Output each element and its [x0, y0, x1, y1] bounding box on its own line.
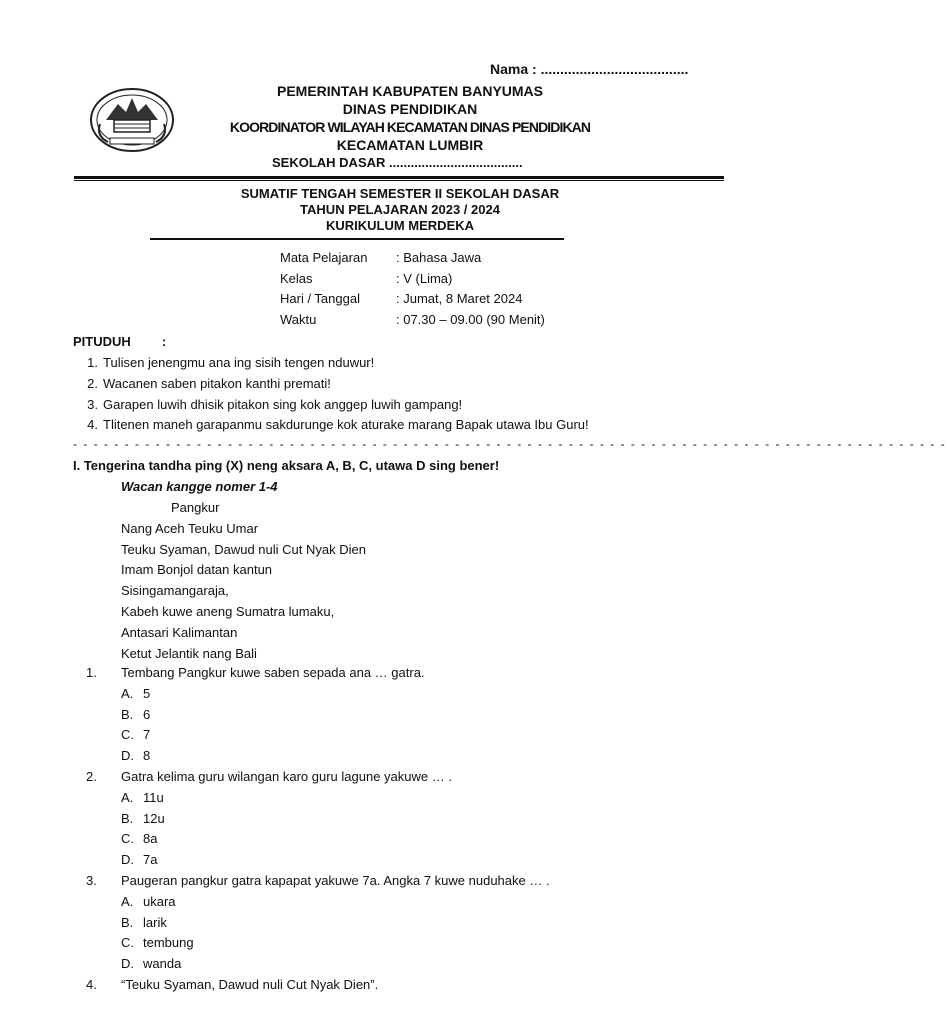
answer-option[interactable] [86, 727, 550, 748]
exam-year: TAHUN PELAJARAN 2023 / 2024 [300, 202, 500, 217]
option-text: 7 [143, 727, 151, 743]
instruction-number: 4. [87, 417, 98, 433]
instructions-colon: : [162, 334, 167, 349]
option-letter: D. [121, 956, 134, 972]
answer-option[interactable] [86, 935, 550, 956]
question-text: Gatra kelima guru wilangan karo guru lagune yakuwe … . [121, 768, 452, 784]
answer-option[interactable] [86, 831, 550, 852]
poem-line: Nang Aceh Teuku Umar [121, 520, 259, 536]
question-text: “Teuku Syaman, Dawud nuli Cut Nyak Dien”. [121, 976, 379, 992]
letterhead-rule-thin [74, 180, 724, 181]
instruction-item [73, 355, 589, 376]
option-text: 7a [143, 852, 158, 868]
question-number: 3. [86, 872, 97, 888]
info-value: : Bahasa Jawa [396, 250, 482, 265]
info-label: Waktu [280, 312, 317, 328]
poem [121, 500, 366, 666]
option-letter: A. [121, 685, 134, 701]
banyumas-emblem-logo [88, 84, 176, 154]
info-value: : V (Lima) [396, 270, 453, 286]
instruction-text: Tulisen jenengmu ana ing sisih tengen nduwur! [103, 355, 375, 370]
answer-option[interactable] [86, 956, 550, 977]
poem-line: Ketut Jelantik nang Bali [121, 645, 257, 661]
instructions-heading: PITUDUH [73, 334, 131, 349]
instruction-item [73, 417, 589, 438]
option-text: 6 [143, 706, 151, 722]
option-letter: C. [121, 935, 134, 951]
option-text: 11u [143, 789, 164, 805]
answer-option[interactable] [86, 894, 550, 915]
option-text: 5 [143, 685, 151, 701]
info-label: Hari / Tanggal [280, 291, 360, 307]
answer-option[interactable] [86, 748, 550, 769]
answer-option[interactable] [86, 686, 550, 707]
question [86, 769, 550, 790]
info-label: Mata Pelajaran [280, 250, 368, 265]
instruction-number: 1. [87, 355, 98, 370]
question-text: Paugeran pangkur gatra kapapat yakuwe 7a. Angka 7 kuwe nuduhake … . [121, 872, 550, 888]
option-letter: B. [121, 914, 134, 930]
instruction-item [73, 376, 589, 397]
info-row [280, 291, 545, 312]
question [86, 873, 550, 894]
question-number: 4. [86, 976, 97, 992]
poem-line: Teuku Syaman, Dawud nuli Cut Nyak Dien [121, 541, 366, 557]
reading-label: Wacan kangge nomer 1-4 [121, 479, 278, 494]
option-text: 12u [143, 810, 165, 826]
option-letter: B. [121, 810, 134, 826]
info-row [280, 271, 545, 292]
info-label: Kelas [280, 270, 313, 286]
letterhead-rule [74, 176, 724, 179]
option-letter: C. [121, 831, 134, 847]
answer-option[interactable] [86, 852, 550, 873]
option-text: larik [143, 914, 167, 930]
instruction-text: Wacanen saben pitakon kanthi premati! [103, 375, 331, 391]
option-text: 8a [143, 831, 158, 847]
header-school: SEKOLAH DASAR ..................................... [272, 155, 523, 170]
option-letter: D. [121, 852, 134, 868]
question-text: Tembang Pangkur kuwe saben sepada ana … gatra. [121, 665, 425, 680]
answer-option[interactable] [86, 811, 550, 832]
poem-line: Imam Bonjol datan kantun [121, 562, 273, 578]
poem-line: Sisingamangaraja, [121, 583, 229, 599]
poem-line: Antasari Kalimantan [121, 624, 238, 640]
student-name-field: Nama : ...................................... [490, 61, 689, 77]
header-government: PEMERINTAH KABUPATEN BANYUMAS [277, 83, 543, 99]
question [86, 665, 550, 686]
dashed-separator: - - - - - - - - - - - - - - - - - - - - - - - - - - - - - - - - - - - - - - - - - - - - - - - - - - - - - - - - - - - - - - - - - - - - - - - - - - - - - - - - - - - - - [73, 437, 946, 451]
question-number: 1. [86, 665, 97, 680]
question-list [86, 665, 550, 998]
answer-option[interactable] [86, 707, 550, 728]
option-letter: D. [121, 748, 134, 764]
option-letter: A. [121, 789, 134, 805]
exam-info-table [280, 250, 545, 333]
question [86, 977, 550, 998]
option-text: 8 [143, 748, 151, 764]
option-letter: C. [121, 727, 134, 743]
option-letter: A. [121, 893, 134, 909]
instruction-number: 3. [87, 396, 98, 412]
option-letter: B. [121, 706, 134, 722]
poem-title: Pangkur [171, 500, 220, 515]
exam-curriculum: KURIKULUM MERDEKA [325, 218, 475, 233]
section-heading: I. Tengerina tandha ping (X) neng aksara A, B, C, utawa D sing bener! [73, 458, 500, 473]
poem-line: Kabeh kuwe aneng Sumatra lumaku, [121, 603, 335, 619]
answer-option[interactable] [86, 790, 550, 811]
info-value: : Jumat, 8 Maret 2024 [396, 291, 523, 307]
exam-title: SUMATIF TENGAH SEMESTER II SEKOLAH DASAR [240, 186, 560, 201]
instruction-text: Garapen luwih dhisik pitakon sing kok anggep luwih gampang! [103, 396, 463, 412]
header-district: KECAMATAN LUMBIR [336, 137, 484, 153]
instruction-item [73, 397, 589, 418]
header-department: DINAS PENDIDIKAN [342, 101, 478, 117]
option-text: ukara [143, 893, 176, 909]
option-text: wanda [143, 956, 182, 972]
instruction-number: 2. [87, 375, 98, 391]
info-value: : 07.30 – 09.00 (90 Menit) [396, 312, 545, 328]
instruction-text: Tlitenen maneh garapanmu sakdurunge kok aturake marang Bapak utawa Ibu Guru! [103, 417, 589, 433]
question-number: 2. [86, 768, 97, 784]
instructions-list [73, 355, 589, 438]
answer-option[interactable] [86, 915, 550, 936]
option-text: tembung [143, 935, 194, 951]
info-row [280, 250, 545, 271]
info-row [280, 312, 545, 333]
title-underline [150, 238, 564, 240]
header-coordinator: KOORDINATOR WILAYAH KECAMATAN DINAS PENDIDIKAN [229, 119, 591, 135]
